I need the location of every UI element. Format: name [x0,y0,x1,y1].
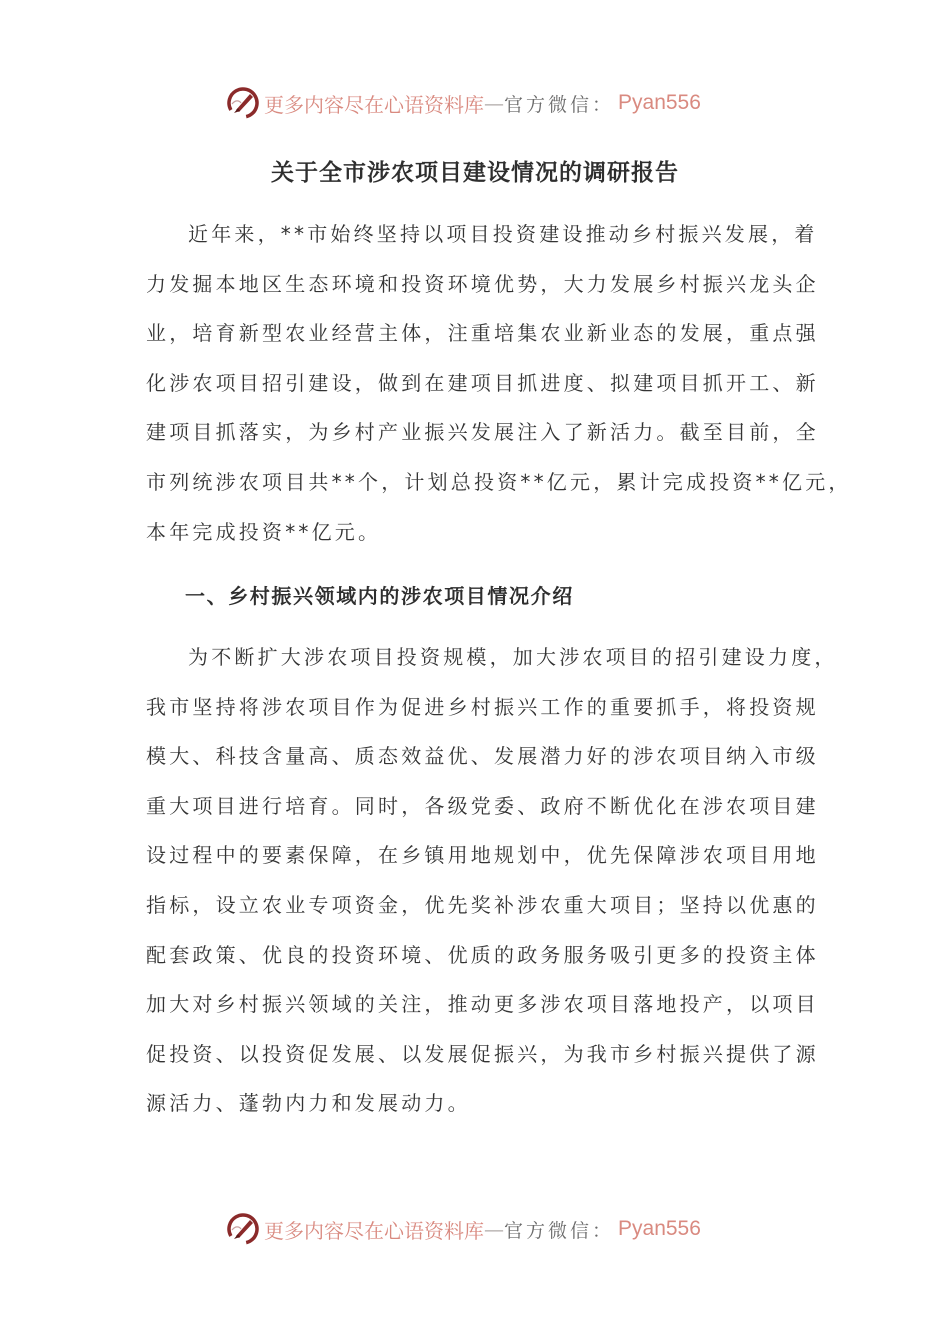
paragraph-line: 近年来，**市始终坚持以项目投资建设推动乡村振兴发展，着 [188,222,818,246]
paragraph-line: 模大、科技含量高、质态效益优、发展潜力好的涉农项目纳入市级 [146,744,819,769]
paragraph-intro [146,210,852,557]
paragraph-line: 重大项目进行培育。同时，各级党委、政府不断优化在涉农项目建 [146,793,819,818]
paragraph-line: 设过程中的要素保障，在乡镇用地规划中，优先保障涉农项目用地 [146,843,819,868]
paragraph-line: 力发掘本地区生态环境和投资环境优势，大力发展乡村振兴龙头企 [146,271,819,296]
paragraph-line: 加大对乡村振兴领域的关注，推动更多涉农项目落地投产，以项目 [146,992,819,1017]
paragraph-line: 建项目抓落实，为乡村产业振兴发展注入了新活力。截至目前，全 [146,420,819,445]
paragraph-line: 我市坚持将涉农项目作为促进乡村振兴工作的重要抓手，将投资规 [146,694,819,719]
paragraph-section1 [146,633,838,1129]
paragraph-line: 化涉农项目招引建设，做到在建项目抓进度、拟建项目抓开工、新 [146,370,819,395]
paragraph-line: 业，培育新型农业经营主体，注重培集农业新业态的发展，重点强 [146,321,819,346]
watermark-footer [226,1211,726,1247]
quill-pen-logo-icon [226,1212,260,1246]
paragraph-line: 促投资、以投资促发展、以发展促振兴，为我市乡村振兴提供了源 [146,1041,819,1066]
watermark-wechat-label: 官方微信： [504,1219,615,1242]
section-heading-1: 一、乡村振兴领域内的涉农项目情况介绍 [185,584,574,608]
watermark-wechat-id: Pyan556 [618,1217,701,1240]
paragraph-line: 配套政策、优良的投资环境、优质的政务服务吸引更多的投资主体 [146,942,819,967]
watermark-wechat-id: Pyan556 [618,91,701,114]
document-title: 关于全市涉农项目建设情况的调研报告 [271,160,679,186]
paragraph-line: 为不断扩大涉农项目投资规模，加大涉农项目的招引建设力度， [188,645,838,669]
watermark-dash: — [484,91,504,115]
watermark-promo-text: 更多内容尽在心语资料库 [264,1218,484,1243]
watermark-wechat-label: 官方微信： [504,93,615,116]
watermark-header [226,85,726,121]
paragraph-line: 本年完成投资**亿元。 [146,519,382,544]
paragraph-line: 指标，设立农业专项资金，优先奖补涉农重大项目；坚持以优惠的 [146,892,819,917]
paragraph-line: 市列统涉农项目共**个，计划总投资**亿元，累计完成投资**亿元， [146,469,852,494]
watermark-promo-text: 更多内容尽在心语资料库 [264,92,484,117]
paragraph-line: 源活力、蓬勃内力和发展动力。 [146,1091,471,1116]
watermark-dash: — [484,1217,504,1241]
quill-pen-logo-icon [226,86,260,120]
